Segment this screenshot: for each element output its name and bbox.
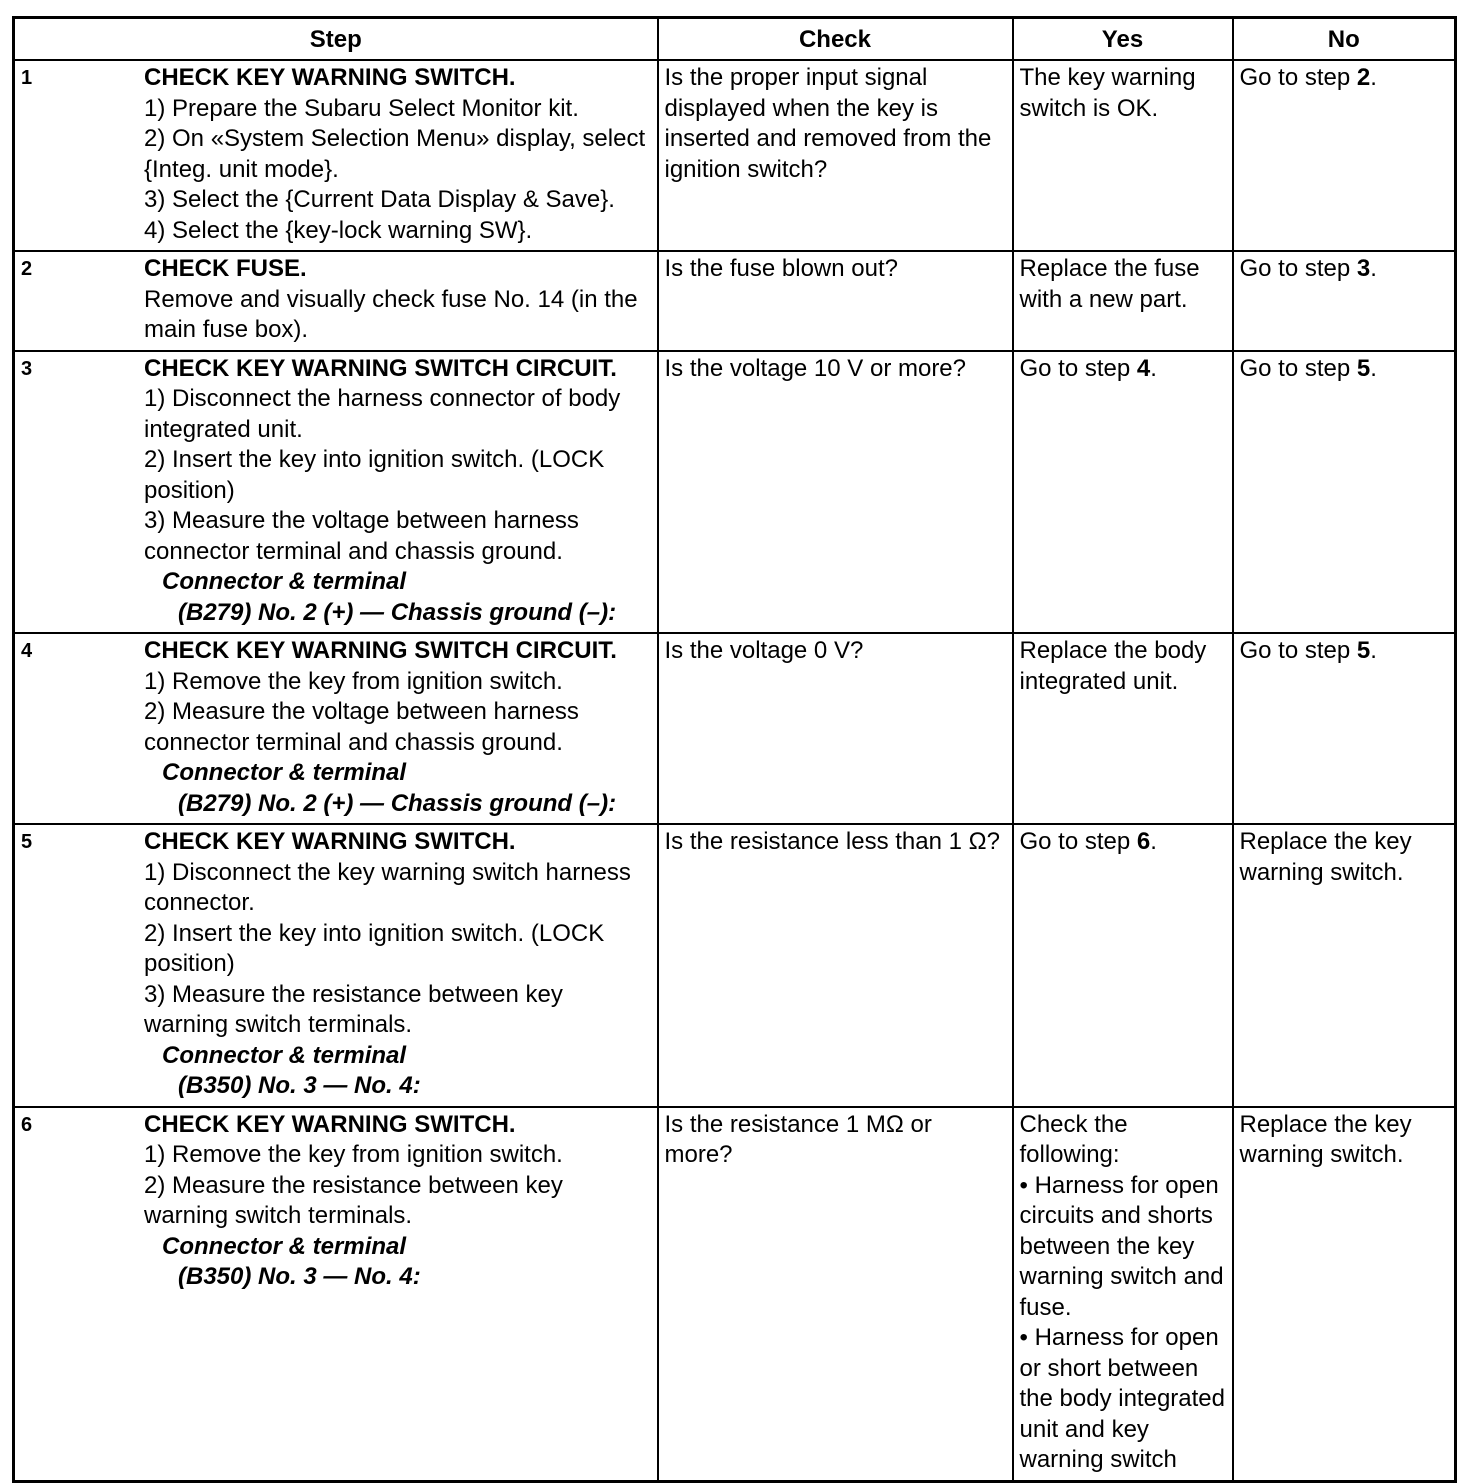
- connector-terminal: (B279) No. 2 (+) — Chassis ground (–):: [178, 789, 617, 817]
- no-cell: [1233, 351, 1456, 634]
- header-row: [14, 18, 1456, 61]
- step-instruction: 2) Insert the key into ignition switch. (LOCK position): [144, 919, 605, 977]
- yes-suffix: .: [1150, 354, 1157, 382]
- header-step: Step: [14, 18, 658, 61]
- step-number: 5: [21, 831, 33, 853]
- check-cell: Is the voltage 0 V?: [658, 633, 1013, 824]
- no-text: Go to step: [1239, 255, 1357, 282]
- step-title: CHECK KEY WARNING SWITCH.: [144, 828, 516, 855]
- step-instruction: 1) Remove the key from ignition switch.: [144, 667, 563, 695]
- yes-suffix: .: [1150, 828, 1157, 855]
- no-step-ref: 5: [1356, 637, 1371, 664]
- step-instruction: 2) Measure the voltage between harness connector terminal and chassis ground.: [144, 698, 579, 756]
- step-cell: [14, 351, 658, 634]
- yes-text: Go to step: [1019, 354, 1137, 382]
- check-cell: Is the voltage 10 V or more?: [658, 351, 1013, 634]
- step-instruction: 1) Remove the key from ignition switch.: [144, 1141, 563, 1168]
- table-row: [14, 1107, 1456, 1482]
- connector-terminal: (B279) No. 2 (+) — Chassis ground (–):: [178, 598, 617, 626]
- yes-text: Go to step: [1019, 828, 1137, 855]
- table-row: [14, 60, 1456, 251]
- step-number: 3: [21, 357, 33, 380]
- table-row: [14, 633, 1456, 824]
- check-cell: Is the resistance 1 MΩ or more?: [658, 1107, 1013, 1482]
- connector-terminal: (B350) No. 3 — No. 4:: [178, 1263, 421, 1290]
- step-instruction: Remove and visually check fuse No. 14 (in the main fuse box).: [144, 285, 638, 343]
- no-cell: [1233, 60, 1456, 251]
- header-check: Check: [658, 18, 1013, 61]
- step-instruction: 3) Measure the voltage between harness connector terminal and chassis ground.: [144, 507, 579, 565]
- step-instruction: 3) Measure the resistance between key warning switch terminals.: [144, 980, 563, 1038]
- table-row: [14, 824, 1456, 1107]
- yes-step-ref: 4: [1136, 354, 1151, 382]
- step-instruction: 2) Measure the resistance between key warning switch terminals.: [144, 1171, 563, 1229]
- yes-cell: The key warning switch is OK.: [1013, 60, 1233, 251]
- step-title: CHECK KEY WARNING SWITCH CIRCUIT.: [144, 637, 617, 664]
- connector-label: Connector & terminal: [162, 568, 407, 595]
- table-row: [14, 351, 1456, 634]
- no-cell: Replace the key warning switch.: [1233, 824, 1456, 1107]
- step-instruction: 1) Prepare the Subaru Select Monitor kit.: [144, 94, 579, 122]
- step-number: 6: [21, 1113, 33, 1136]
- step-cell: [14, 1107, 658, 1482]
- yes-cell: Replace the body integrated unit.: [1013, 633, 1233, 824]
- no-cell: Replace the key warning switch.: [1233, 1107, 1456, 1482]
- yes-bullet-item: • Harness for open or short between the body integrated unit and key warning switch: [1019, 1324, 1225, 1473]
- step-cell: [14, 824, 658, 1107]
- yes-cell: [1013, 351, 1233, 634]
- no-suffix: .: [1370, 255, 1377, 282]
- yes-cell: [1013, 1107, 1233, 1482]
- step-cell: [14, 633, 658, 824]
- step-cell: [14, 251, 658, 351]
- step-cell: [14, 60, 658, 251]
- step-title: CHECK KEY WARNING SWITCH CIRCUIT.: [144, 354, 617, 382]
- no-suffix: .: [1370, 637, 1377, 664]
- no-step-ref: 5: [1356, 354, 1371, 382]
- yes-step-ref: 6: [1136, 828, 1151, 855]
- step-instruction: 3) Select the {Current Data Display & Save}.: [144, 186, 615, 213]
- header-no: No: [1233, 18, 1456, 61]
- table-row: [14, 251, 1456, 351]
- no-step-ref: 3: [1356, 255, 1371, 282]
- step-instruction: 1) Disconnect the harness connector of body integrated unit.: [144, 385, 621, 443]
- diagnostic-table: [12, 16, 1457, 1483]
- step-number: 2: [21, 258, 33, 280]
- yes-intro: Check the following:: [1019, 1110, 1128, 1168]
- no-text: Go to step: [1239, 637, 1357, 664]
- step-instruction: 2) On «System Selection Menu» display, select {Integ. unit mode}.: [144, 125, 646, 183]
- connector-terminal: (B350) No. 3 — No. 4:: [178, 1072, 421, 1099]
- step-instruction: 4) Select the {key-lock warning SW}.: [144, 216, 533, 244]
- step-title: CHECK KEY WARNING SWITCH.: [144, 64, 516, 91]
- connector-label: Connector & terminal: [162, 1232, 407, 1260]
- header-yes: Yes: [1013, 18, 1233, 61]
- connector-label: Connector & terminal: [162, 759, 407, 786]
- step-title: CHECK FUSE.: [144, 255, 307, 282]
- step-number: 4: [21, 640, 33, 662]
- yes-bullet-item: • Harness for open circuits and shorts between the key warning switch and fuse.: [1019, 1171, 1224, 1321]
- no-text: Go to step: [1239, 64, 1357, 91]
- no-cell: [1233, 251, 1456, 351]
- no-suffix: .: [1370, 64, 1377, 91]
- no-text: Go to step: [1239, 354, 1357, 382]
- check-cell: Is the fuse blown out?: [658, 251, 1013, 351]
- yes-cell: Replace the fuse with a new part.: [1013, 251, 1233, 351]
- check-cell: Is the proper input signal displayed when the key is inserted and removed from the ignition switch?: [658, 60, 1013, 251]
- yes-cell: [1013, 824, 1233, 1107]
- step-number: 1: [21, 67, 33, 89]
- step-instruction: 1) Disconnect the key warning switch harness connector.: [144, 858, 631, 916]
- step-title: CHECK KEY WARNING SWITCH.: [144, 1110, 516, 1138]
- no-step-ref: 2: [1356, 64, 1371, 91]
- connector-label: Connector & terminal: [162, 1041, 407, 1069]
- no-suffix: .: [1370, 354, 1377, 382]
- step-instruction: 2) Insert the key into ignition switch. (LOCK position): [144, 446, 605, 504]
- no-cell: [1233, 633, 1456, 824]
- check-cell: Is the resistance less than 1 Ω?: [658, 824, 1013, 1107]
